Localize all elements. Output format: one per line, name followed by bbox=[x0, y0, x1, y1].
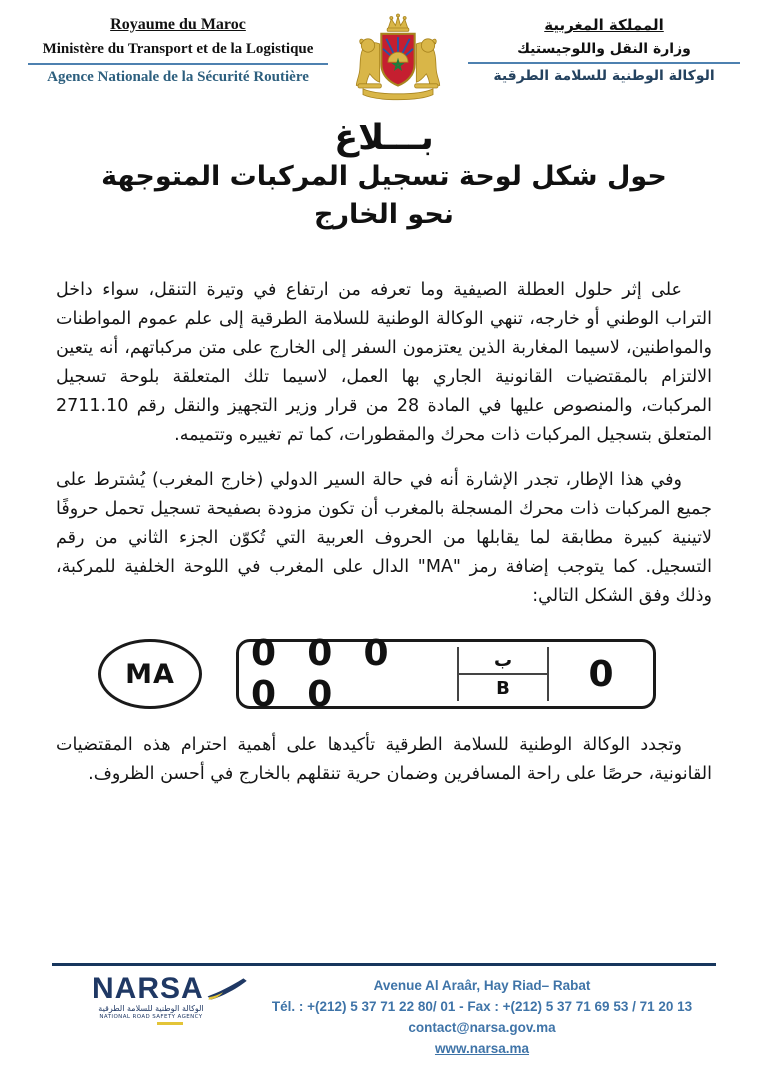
narsa-swoosh-icon bbox=[206, 974, 248, 1004]
ministry-name-fr: Ministère du Transport et de la Logistique bbox=[42, 41, 314, 57]
kingdom-name-fr: Royaume du Maroc bbox=[110, 16, 246, 33]
narsa-logo-subtitle-arabic: الوكالة الوطنية للسلامة الطرقية bbox=[98, 1004, 204, 1014]
paragraph-plate-requirement: وفي هذا الإطار، تجدر الإشارة أنه في حالة السير الدولي (خارج المغرب) يُشترط على جميع المركبات ذات محرك المسجلة بالمغرب أن تكون مزودة بصفيحة تسجيل تحمل حروفًا لاتينية كبيرة مطابقة لما يقابلها من الحروف العربية التي تُكوّن الجزء الثاني من رقم التسجيل. كما يتوجب إضافة رمز "MA" الدال على المغرب في اللوحة الخلفية للمركبة، وذلك وفق الشكل التالي: bbox=[56, 470, 712, 607]
paragraph-legal-context: على إثر حلول العطلة الصيفية وما تعرفه من ارتفاع في وتيرة التنقل، سواء داخل التراب الوطني أو خارجه، تنهي الوكالة الوطنية للسلامة الطرقية إلى علم عموم المواطنات والمواطنين، لاسيما المغاربة الذين يعتزمون السفر إلى الخارج على متن مركباتهم، أنه يتعين الالتزام بالمقتضيات القانونية الجاري بها العمل، لاسيما تلك المتعلقة بلوحة تسجيل المركبات، والمنصوص عليها في المادة 28 من قرار وزير التجهيز والنقل رقم 2711.10 المتعلق بتسجيل المركبات ذات محرك والمقطورات، كما تم تغييره وتتميمه. bbox=[56, 279, 712, 446]
plate-letter-cell bbox=[457, 647, 549, 701]
agency-name-fr: Agence Nationale de la Sécurité Routière bbox=[47, 69, 309, 85]
letterhead-french bbox=[28, 10, 328, 86]
plate-serial-digits: 0 0 0 0 0 bbox=[251, 633, 420, 716]
communique-body bbox=[0, 234, 768, 612]
footer-contact-block bbox=[248, 974, 716, 1060]
plate-letter-latin: B bbox=[496, 677, 510, 699]
letterhead bbox=[0, 0, 768, 104]
plate-region-digit: 0 bbox=[588, 653, 614, 695]
header-divider-right bbox=[468, 62, 740, 64]
country-oval-MA: MA bbox=[98, 639, 202, 709]
morocco-coat-of-arms-icon bbox=[348, 12, 448, 104]
narsa-logo-accent-bar bbox=[157, 1022, 183, 1025]
narsa-logo bbox=[52, 974, 248, 1025]
footer-address: Avenue Al Araâr, Hay Riad– Rabat bbox=[373, 978, 591, 994]
agency-name-ar: الوكالة الوطنية للسلامة الطرقية bbox=[493, 68, 715, 84]
footer-website-link[interactable]: www.narsa.ma bbox=[434, 1041, 530, 1057]
plate-letter-arabic: ب bbox=[459, 647, 547, 675]
license-plate bbox=[236, 633, 656, 716]
communique-closing bbox=[0, 713, 768, 789]
title-word: بـــلاغ bbox=[334, 118, 434, 158]
narsa-logo-subtitle-latin: NATIONAL ROAD SAFETY AGENCY bbox=[99, 1013, 203, 1020]
footer-phone-fax: Tél. : +(212) 5 37 71 22 80/ 01 - Fax : +(212) 5 37 71 69 53 / 71 20 13 bbox=[271, 999, 693, 1015]
footer-divider bbox=[52, 963, 716, 966]
title-subject-line1: حول شكل لوحة تسجيل المركبات المتوجهة bbox=[101, 161, 667, 193]
license-plate-figure bbox=[0, 633, 768, 716]
title-subject-line2: نحو الخارج bbox=[314, 199, 454, 231]
paragraph-closing: وتجدد الوكالة الوطنية للسلامة الطرقية تأكيدها على أهمية احترام هذه المقتضيات القانونية، حرصًا على راحة المسافرين وضمان حرية تنقلهم بالخارج في أحسن الظروف. bbox=[56, 735, 712, 785]
footer-email-link[interactable]: contact@narsa.gov.ma bbox=[408, 1020, 556, 1036]
ministry-name-ar: وزارة النقل واللوجيستيك bbox=[517, 41, 691, 57]
communique-title bbox=[0, 118, 768, 234]
header-divider-left bbox=[28, 63, 328, 65]
footer bbox=[0, 963, 768, 1086]
kingdom-name-ar: المملكة المغربية bbox=[544, 16, 664, 34]
letterhead-arabic bbox=[468, 10, 740, 84]
narsa-logo-wordmark: NARSA bbox=[92, 972, 204, 1006]
